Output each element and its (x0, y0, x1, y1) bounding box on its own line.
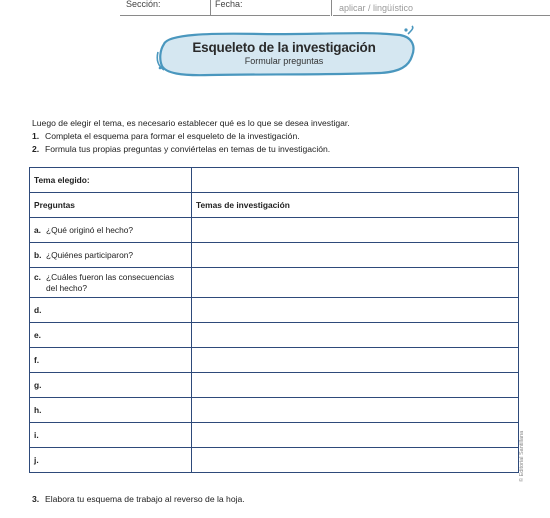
question-cell (30, 218, 192, 243)
header-underline-right (333, 15, 550, 16)
question-cell (30, 348, 192, 373)
answer-field[interactable] (192, 268, 519, 298)
row-letter: g. (34, 380, 42, 390)
topic-field[interactable] (192, 168, 519, 193)
table-row (30, 423, 519, 448)
row-letter: h. (34, 405, 42, 415)
step-text: Formula tus propias preguntas y conviértelas en temas de tu investigación. (45, 144, 331, 154)
question-cell (30, 448, 192, 473)
question-cell (30, 373, 192, 398)
table-row (30, 448, 519, 473)
answer-field[interactable] (192, 323, 519, 348)
title-banner (150, 24, 418, 82)
answer-field[interactable] (192, 373, 519, 398)
answer-field[interactable] (192, 398, 519, 423)
table-row (30, 348, 519, 373)
question-cell (30, 323, 192, 348)
date-label: Fecha: (215, 0, 243, 9)
table-row (30, 298, 519, 323)
row-letter: b. (34, 250, 42, 260)
step-3 (32, 494, 245, 504)
row-letter: d. (34, 305, 42, 315)
table-row (30, 218, 519, 243)
publisher-credit: © Editorial Santillana (519, 430, 525, 482)
topic-label: Tema elegido: (30, 168, 192, 193)
answer-field[interactable] (192, 243, 519, 268)
step-text: Elabora tu esquema de trabajo al reverso de la hoja. (45, 494, 245, 504)
row-letter: f. (34, 355, 40, 365)
table-row (30, 323, 519, 348)
row-letter: a. (34, 225, 41, 235)
answer-field[interactable] (192, 423, 519, 448)
header-strip (0, 0, 550, 16)
header-divider (210, 0, 211, 16)
page-subtitle: Formular preguntas (244, 56, 324, 66)
investigation-table (29, 167, 519, 473)
section-label: Sección: (126, 0, 161, 9)
answer-field[interactable] (192, 218, 519, 243)
question-cell (30, 298, 192, 323)
step-number: 1. (32, 131, 40, 141)
table-row (30, 373, 519, 398)
question-cell (30, 243, 192, 268)
col-questions-header: Preguntas (30, 193, 192, 218)
table-row (30, 243, 519, 268)
step-number: 2. (32, 144, 40, 154)
question-text: ¿Qué originó el hecho? (46, 225, 134, 235)
header-divider-right (331, 0, 332, 16)
table-header-row (30, 193, 519, 218)
answer-field[interactable] (192, 298, 519, 323)
question-text: ¿Cuáles fueron las consecuencias del hecho? (46, 271, 175, 293)
row-letter: i. (34, 430, 39, 440)
step-1 (32, 130, 532, 143)
table-row (30, 268, 519, 298)
answer-field[interactable] (192, 348, 519, 373)
step-text: Completa el esquema para formar el esqueleto de la investigación. (45, 131, 300, 141)
skill-text: aplicar / lingüístico (339, 3, 414, 13)
table-row (30, 398, 519, 423)
col-topics-header: Temas de investigación (192, 193, 519, 218)
question-cell (30, 268, 192, 298)
header-underline (120, 15, 330, 16)
row-letter: e. (34, 330, 41, 340)
question-cell (30, 398, 192, 423)
page-title: Esqueleto de la investigación (192, 40, 376, 55)
step-number: 3. (32, 494, 40, 504)
instructions (32, 117, 532, 156)
answer-field[interactable] (192, 448, 519, 473)
topic-row (30, 168, 519, 193)
question-cell (30, 423, 192, 448)
intro-paragraph: Luego de elegir el tema, es necesario establecer qué es lo que se desea investigar. (32, 118, 350, 128)
row-letter: c. (34, 271, 41, 282)
row-letter: j. (34, 455, 39, 465)
question-text: ¿Quiénes participaron? (46, 250, 134, 260)
step-2 (32, 143, 532, 156)
